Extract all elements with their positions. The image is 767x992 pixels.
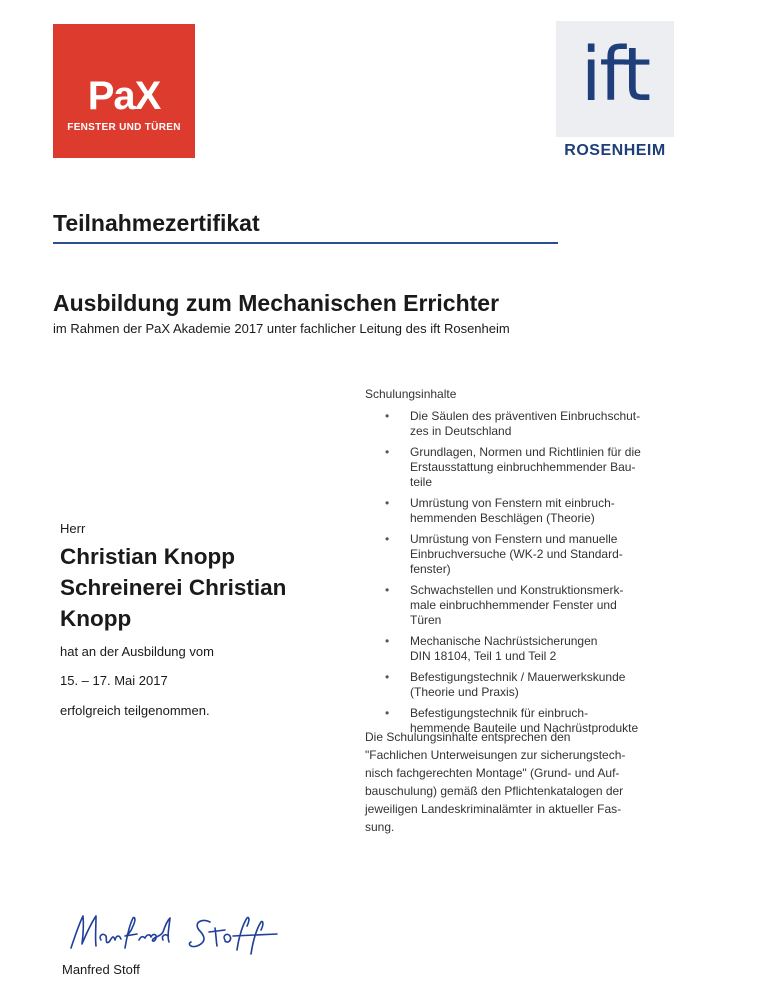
bullet-icon: • [385, 634, 390, 648]
note-line: bauschulung) gemäß den Pflichtenkatalogen der [365, 784, 624, 798]
list-item-line: Erstausstattung einbruchhemmender Bau- [410, 460, 636, 474]
title-divider [53, 242, 558, 244]
bullet-icon: • [385, 706, 390, 720]
training-content-note [365, 728, 665, 836]
list-item-line: male einbruchhemmender Fenster und [410, 598, 617, 612]
note-line: sung. [365, 820, 395, 834]
list-item [375, 445, 675, 490]
list-item [375, 409, 675, 439]
course-title: Ausbildung zum Mechanischen Errichter [53, 290, 500, 316]
certificate-title: Teilnahmezertifikat [53, 210, 260, 236]
note-line: jeweiligen Landeskriminalämter in aktueller Fas- [365, 802, 622, 816]
training-content-list [375, 409, 675, 742]
bullet-icon: • [385, 670, 390, 684]
list-item-line: Umrüstung von Fenstern mit einbruch- [410, 496, 615, 510]
ift-logo-wordmark: ift [580, 32, 650, 118]
list-item [375, 496, 675, 526]
bullet-icon: • [385, 496, 390, 510]
list-item [375, 532, 675, 577]
recipient-name-line: Knopp [60, 606, 132, 631]
bullet-icon: • [385, 445, 390, 459]
ift-logo-city: ROSENHEIM [564, 142, 666, 159]
list-item-line: Befestigungstechnik / Mauerwerkskunde [410, 670, 626, 684]
bullet-icon: • [385, 532, 390, 546]
list-item-line: (Theorie und Praxis) [410, 685, 519, 699]
bullet-icon: • [385, 583, 390, 597]
note-line: Die Schulungsinhalte entsprechen den [365, 730, 571, 744]
list-item [375, 670, 675, 700]
recipient-name-line: Christian Knopp [60, 544, 235, 569]
bullet-icon: • [385, 409, 390, 423]
list-item-line: zes in Deutschland [410, 424, 512, 438]
list-item-line: Mechanische Nachrüstsicherungen [410, 634, 598, 648]
completed-text: erfolgreich teilgenommen. [60, 703, 210, 718]
list-item [375, 583, 675, 628]
list-item-line: fenster) [410, 562, 451, 576]
recipient-name [60, 541, 350, 634]
list-item-line: Die Säulen des präventiven Einbruchschut- [410, 409, 641, 423]
training-content-heading: Schulungsinhalte [365, 387, 457, 401]
recipient-name-line: Schreinerei Christian [60, 575, 287, 600]
course-subtitle: im Rahmen der PaX Akademie 2017 unter fachlicher Leitung des ift Rosenheim [53, 321, 510, 336]
list-item-line: Türen [410, 613, 442, 627]
ift-logo [556, 21, 674, 161]
list-item-line: hemmende Bauteile und Nachrüstprodukte [410, 721, 639, 735]
list-item-line: teile [410, 475, 433, 489]
list-item-line: hemmenden Beschlägen (Theorie) [410, 511, 595, 525]
pax-logo-wordmark: PaX [87, 74, 161, 118]
note-line: "Fachlichen Unterweisungen zur sicherungstech- [365, 748, 626, 762]
list-item-line: Schwachstellen und Konstruktionsmerk- [410, 583, 624, 597]
attended-text: hat an der Ausbildung vom [60, 644, 214, 659]
list-item [375, 634, 675, 664]
list-item-line: Befestigungstechnik für einbruch- [410, 706, 589, 720]
list-item-line: Einbruchversuche (WK-2 und Standard- [410, 547, 623, 561]
list-item-line: DIN 18104, Teil 1 und Teil 2 [410, 649, 557, 663]
note-line: nisch fachgerechten Montage" (Grund- und Auf- [365, 766, 620, 780]
list-item-line: Umrüstung von Fenstern und manuelle [410, 532, 618, 546]
signatory-name: Manfred Stoff [62, 962, 140, 977]
list-item-line: Grundlagen, Normen und Richtlinien für die [410, 445, 641, 459]
handwritten-signature [65, 906, 285, 966]
training-dates: 15. – 17. Mai 2017 [60, 673, 168, 688]
pax-logo-tagline: FENSTER UND TÜREN [67, 122, 181, 133]
pax-logo [53, 24, 195, 158]
recipient-salutation: Herr [60, 521, 86, 536]
